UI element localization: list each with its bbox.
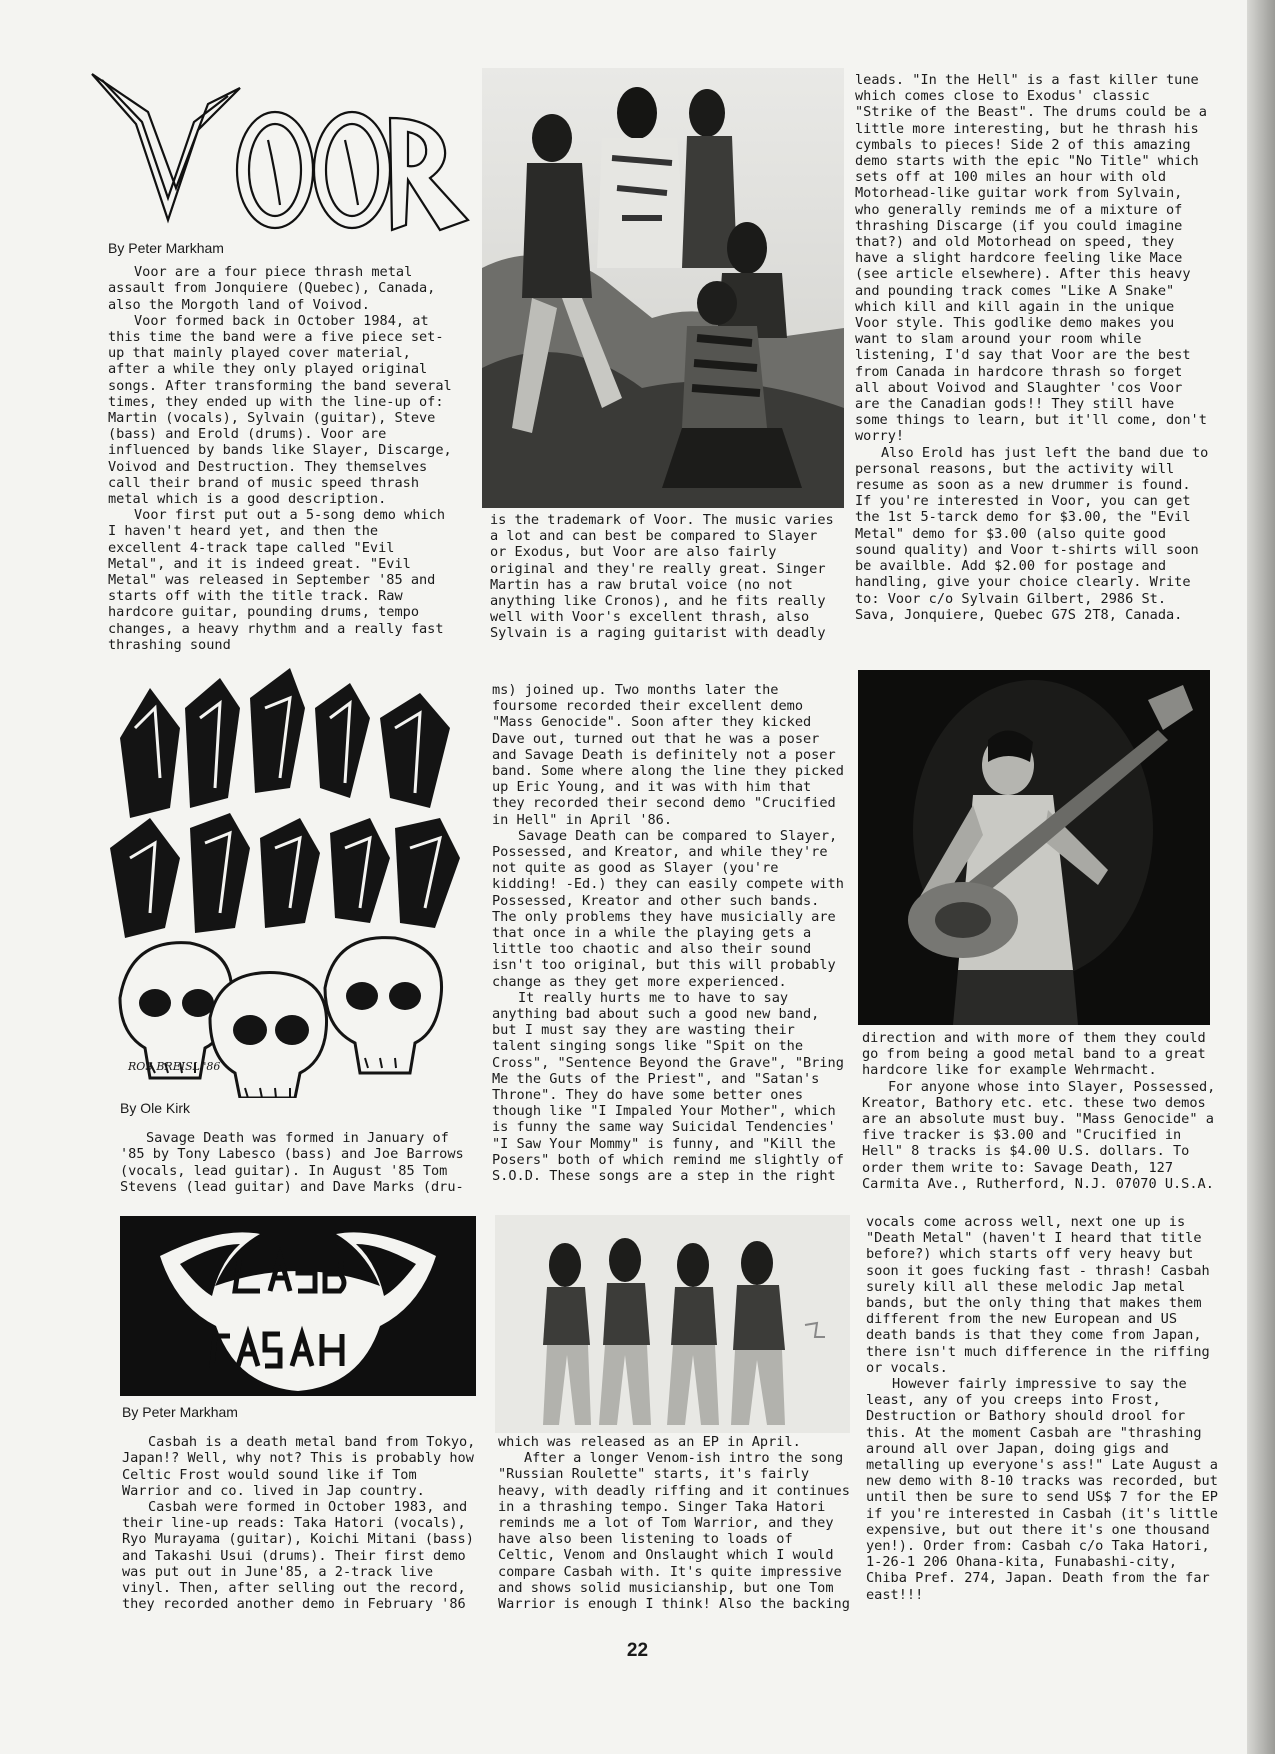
casbah-col1-paragraph: Casbah were formed in October 1983, and their line-up reads: Taka Hatori (vocals), Ryo Murayama (guitar), Koichi Mitani (bass) and Takashi Usui (drums). Their first demo was put out in June'85, a 2-track live vinyl. Then, after selling out the record, they recorded another demo in February '86 xyxy=(122,1499,474,1613)
casbah-column-3 xyxy=(866,1214,1221,1603)
casbah-col2-paragraph: After a longer Venom-ish intro the song "Russian Roulette" starts, it's fairly heavy, with deadly riffing and it continues in a thrashing tempo. Singer Taka Hatori reminds me a lot of Tom Warrior, and they have also been listening to loads of Celtic, Venom and Onslaught which I would compare Casbah with. It's quite impressive and shows solid musicianship, but one Tom Warrior is enough I think! Also the backing xyxy=(498,1450,850,1613)
page-number: 22 xyxy=(626,1640,649,1661)
casbah-logo xyxy=(120,1216,476,1396)
voor-col1-paragraph: Voor first put out a 5-song demo which I haven't heard yet, and then the excellent 4-track tape called "Evil Metal", and it is indeed great. "Evil Metal" was released in September '85 and starts off with the title track. Raw hardcore guitar, pounding drums, tempo changes, a heavy rhythm and a really fast thrashing sound xyxy=(108,507,445,653)
savage-death-signature: ROS BREISL '86 xyxy=(128,1060,221,1073)
savage-column-3 xyxy=(862,1030,1217,1192)
savage-col2-paragraph: ms) joined up. Two months later the foursome recorded their excellent demo "Mass Genocide". Soon after they kicked Dave out, turned out that he was a poser and Savage Death is definitely not a poser band. Some where along the line they picked up Eric Young, and it was with him that they recorded their second demo "Crucified in Hell" in April '86. xyxy=(492,682,844,828)
page-edge-shadow xyxy=(1247,0,1275,1754)
casbah-band-photo xyxy=(495,1215,850,1433)
casbah-col1-paragraph: Casbah is a death metal band from Tokyo, Japan!? Well, why not? This is probably how Celtic Frost would sound like if Tom Warrior and co. lived in Jap country. xyxy=(122,1434,476,1499)
voor-column-2 xyxy=(490,512,840,642)
savage-col3-paragraph: direction and with more of them they could go from being a good metal band to a great hardcore like for example Wehrmacht. xyxy=(862,1030,1206,1079)
savage-death-guitarist-photo xyxy=(858,670,1210,1025)
casbah-col3-paragraph: However fairly impressive to say the least, any of you creeps into Frost, Destruction or Bathory should drool for this. At the moment Casbah are "thrashing around all over Japan, doing gigs and metalling up everyone's ass!" Late August a new demo with 8-10 tracks was recorded, but until then be sure to send US$ 7 for the EP if you're interested in Casbah (it's little expensive, but out there it's one thousand yen!). Order from: Casbah c/o Taka Hatori, 1-26-1 206 Ohana-kita, Funabashi-city, Chiba Pref. 274, Japan. Death from the far east!!! xyxy=(866,1376,1218,1603)
voor-band-photo xyxy=(482,68,844,508)
casbah-column-1 xyxy=(122,1404,477,1612)
voor-col1-paragraph: Voor formed back in October 1984, at this time the band were a five piece set-up that mainly played cover material, after a while they only played original songs. After transforming the band several times, they ended up with the line-up of: Martin (vocals), Sylvain (guitar), Steve (bass) and Erold (drums). Voor are influenced by bands like Slayer, Discarge, Voivod and Destruction. They themselves call their brand of music speed thrash metal which is a good description. xyxy=(108,312,452,508)
savage-column-2 xyxy=(492,682,850,1184)
savage-col3-paragraph: For anyone whose into Slayer, Possessed, Kreator, Bathory etc. etc. these two demos are an absolute must buy. "Mass Genocide" a five tracker is $3.00 and "Crucified in Hell" 8 tracks is $4.00 U.S. dollars. To order them write to: Savage Death, 127 Carmita Ave., Rutherford, N.J. 07070 U.S.A. xyxy=(862,1078,1216,1192)
voor-col1-paragraph: Voor are a four piece thrash metal assault from Jonquiere (Quebec), Canada, also the Morgoth land of Voivod. xyxy=(108,264,436,313)
casbah-column-2 xyxy=(498,1434,856,1612)
voor-col3-paragraph: leads. "In the Hell" is a fast killer tune which comes close to Exodus' classic "Strike of the Beast". The drums could be a little more interesting, but he thrash his cymbals to pieces! Side 2 of this amazing demo starts with the epic "No Title" which sets off at 100 miles an hour with old Motorhead-like guitar work from Sylvain, who generally reminds me of a mixture of thrashing Discarge (if you could imagine that?) and old Motorhead on speed, they have a slight hardcore feeling like Mace (see article elsewhere). After this heavy and pounding track comes "Like A Snake" which kill and kill again in the unique Voor style. This godlike demo makes you want to slam around your room while listening, I'd say that Voor are the best from Canada in hardcore thrash so forget all about Voivod and Slaughter 'cos Voor are the Canadian gods!! They still have some things to learn, but it'll come, don't worry! xyxy=(855,72,1207,445)
voor-logo xyxy=(90,70,470,235)
savage-col2-paragraph: It really hurts me to have to say anything bad about such a good new band, but I must say they are wasting their talent singing songs like "Spit on the Cross", "Sentence Beyond the Grave", "Bring Me the Guts of the Priest", and "Satan's Throne". They do have some better ones though like "I Impaled Your Mother", which is funny the same way Suicidal Tendencies' "I Saw Your Mommy" is funny, and "Kill the Posers" both of which remind me slightly of S.O.D. These songs are a step in the right xyxy=(492,989,844,1185)
voor-col2-paragraph: is the trademark of Voor. The music varies a lot and can best be compared to Slayer or Exodus, but Voor are also fairly original and they're really great. Singer Martin has a raw brutal voice (no not anything like Cronos), and he fits really well with Voor's excellent thrash, also Sylvain is a raging guitarist with deadly xyxy=(490,512,834,642)
voor-column-3 xyxy=(855,72,1213,623)
savage-byline: By Ole Kirk xyxy=(120,1100,191,1116)
casbah-col3-paragraph: vocals come across well, next one up is "Death Metal" (haven't I heard that title before?) which starts off very heavy but soon it goes fucking fast - thrash! Casbah surely kill all these melodic Jap metal bands, but the only thing that makes them different from the new European and US death bands is that they come from Japan, there isn't much difference in the riffing or vocals. xyxy=(866,1214,1210,1376)
savage-col1-paragraph: Savage Death was formed in January of '85 by Tony Labesco (bass) and Joe Barrows (vocals, lead guitar). In August '85 Tom Stevens (lead guitar) and Dave Marks (dru- xyxy=(120,1130,464,1195)
casbah-col2-paragraph: which was released as an EP in April. xyxy=(498,1434,801,1450)
savage-col2-paragraph: Savage Death can be compared to Slayer, Possessed, and Kreator, and while they're not quite as good as Slayer (you're kidding! -Ed.) they can easily compete with Possessed, Kreator and other such bands. The only problems they have musicially are that once in a while the playing gets a little too chaotic and also their sound isn't too original, but this will probably change as they get more experienced. xyxy=(492,827,844,990)
voor-byline: By Peter Markham xyxy=(108,240,224,256)
savage-column-1 xyxy=(120,1100,475,1195)
casbah-byline: By Peter Markham xyxy=(122,1404,238,1420)
savage-death-logo xyxy=(110,668,462,1098)
voor-column-1 xyxy=(108,240,453,653)
voor-col3-paragraph: Also Erold has just left the band due to personal reasons, but the activity will resume as soon as a new drummer is found. If you're interested in Voor, you can get the 1st 5-tarck demo for $3.00, the "Evil Metal" demo for $3.00 (also quite good sound quality) and Voor t-shirts will soon be availble. Add $2.00 for postage and handling, give your choice clearly. Write to: Voor c/o Sylvain Gilbert, 2986 St. Sava, Jonquiere, Quebec G7S 2T8, Canada. xyxy=(855,444,1209,623)
